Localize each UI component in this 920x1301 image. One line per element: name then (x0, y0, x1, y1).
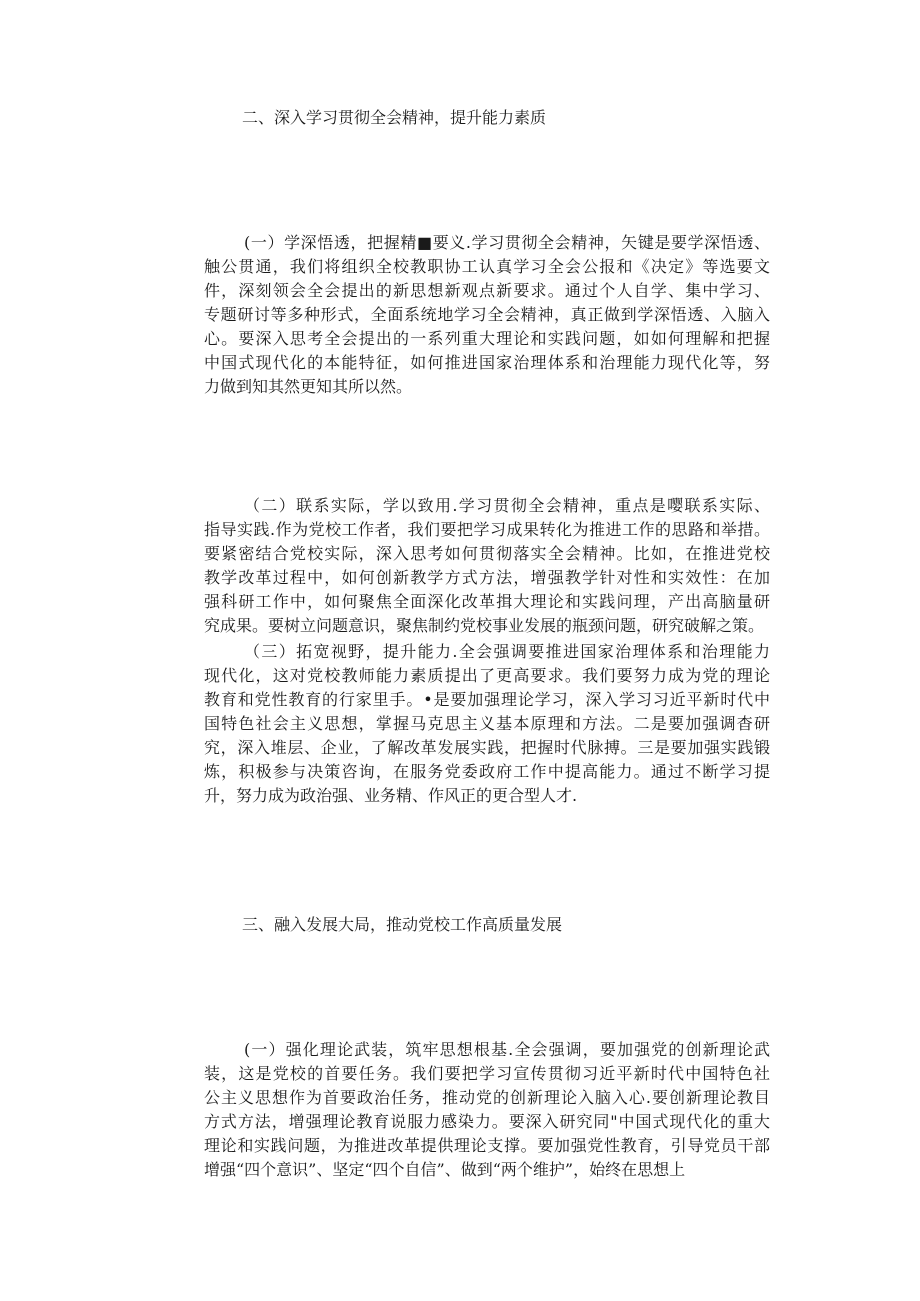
paragraph-line: 力做到知其然更知其所以然。 (204, 377, 413, 396)
paragraph-3-1 (204, 1038, 770, 1182)
section-heading-3: 三、融入发展大局，推动党校工作高质量发展 (242, 915, 563, 934)
paragraph-line: 国特色社会主义思想，掌握马克思主义基本原理和方法。二是要加强调杳研 (204, 714, 772, 733)
paragraph-line: 公主义思想作为首要政治任务，推动党的创新理论入脑入心.要创新理论教目 (204, 1088, 771, 1107)
section-heading-2: 二、深入学习贯彻全会精神，提升能力素质 (242, 108, 547, 127)
paragraph-2-1 (204, 231, 770, 399)
paragraph-line: 教学改革过程中，如何创新教学方式方法，增强教学针对性和实效性：在加 (204, 568, 772, 587)
paragraph-line: (一）强化理论武装，筑牢思想根基.全会强调，要加强党的创新理论武 (244, 1040, 772, 1059)
paragraph-line: 件，深刻领会全会提出的新思想新观点新要求。通过个人自学、集中学习、 (204, 281, 772, 300)
paragraph-line: 方式方法，增强理论教育说服力感染力。要深入研究同"中国式现代化的重大 (204, 1112, 771, 1131)
paragraph-line: 炼，积极参与决策咨询，在服务党委政府工作中提高能力。通过不断学习提 (204, 762, 772, 781)
paragraph-line: 升，努力成为政治强、业务精、作风正的更合型人才. (204, 786, 578, 805)
paragraph-2-3 (204, 640, 770, 808)
paragraph-line: 究成果。要树立问题意识，聚焦制约党校事业发展的瓶颈问题，研究破解之策。 (204, 616, 765, 635)
paragraph-line: 指导实践.作为党校工作者，我们要把学习成果转化为推进工作的思路和举措。 (204, 520, 771, 539)
paragraph-line: 强科研工作中，如何聚焦全面深化改革揖大理论和实践问理，产出高脑量研 (204, 592, 772, 611)
paragraph-line: （三）拓宽视野，提升能力.全会强调要推进国家治理体系和治理能力 (244, 642, 772, 661)
paragraph-line: 心。要深入思考全会提出的一系列重大理论和实践问题，如如何理解和把握 (204, 329, 772, 348)
paragraph-line: (一）学深悟透，把握精■要义.学习贯彻全会精神，矢键是要学深悟透、 (244, 233, 771, 252)
paragraph-line: 专题研讨等多种形式，全面系统地学习全会精神，真正做到学深悟透、入脑入 (204, 305, 771, 324)
paragraph-line: 中国式现代化的本能特征，如何推进国家治理体系和治理能力现代化等，努 (204, 353, 772, 372)
paragraph-line: 现代化，这对党校教师能力素质提出了更高要求。我们要努力成为党的理论 (204, 666, 772, 685)
paragraph-2-2 (204, 494, 770, 638)
paragraph-line: 触公贯通，我们将组织全校教职协工认真学习全会公报和《决定》等选要文 (204, 257, 772, 276)
paragraph-line: 增强“四个意识”、坚定“四个自信”、做到“两个维护”，始终在思想上 (204, 1160, 686, 1179)
paragraph-line: （二）联系实际，学以致用.学习贯彻全会精神，重点是嘤联系实际、 (244, 496, 772, 515)
paragraph-line: 理论和实践问题，为推进改革提供理论支撑。要加强党性教育，引导党员干部 (204, 1136, 771, 1155)
paragraph-line: 装，这是党校的首要任务。我们要把学习宣传贯彻习近平新时代中国特色社 (204, 1064, 772, 1083)
paragraph-line: 要紧密结合党校实际，深入思考如何贯彻落实全会精神。比如，在推进党校 (204, 544, 772, 563)
paragraph-line: 究，深入堆层、企业，了解改革发展实践，把握时代脉搏。三是要加强实践锻 (204, 738, 771, 757)
paragraph-line: 教育和党性教育的行家里手。•是要加强理论学习，深入学习习近平新时代中 (204, 690, 771, 709)
